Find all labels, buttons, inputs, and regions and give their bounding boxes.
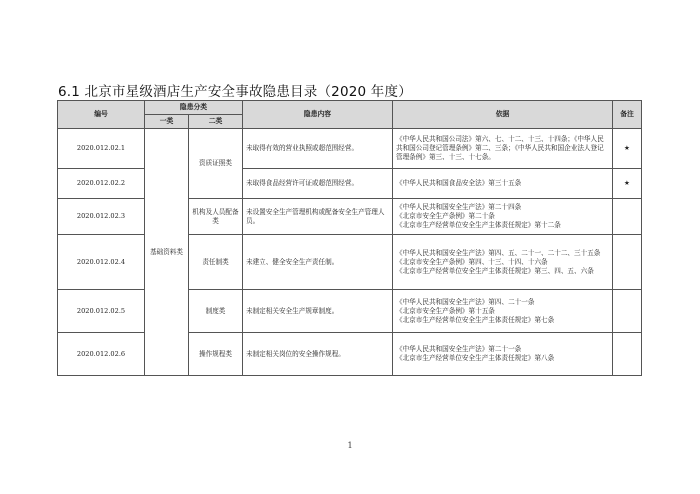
header-level1: 一类 xyxy=(145,115,189,129)
level1-cell: 基础资料类 xyxy=(145,129,189,376)
row-note xyxy=(613,235,642,290)
row-content: 未制定相关岗位的安全操作规程。 xyxy=(243,333,393,376)
hazard-table xyxy=(57,100,642,376)
row-code: 2020.012.02.1 xyxy=(58,129,145,169)
row-content: 未设置安全生产管理机构或配备安全生产管理人员。 xyxy=(243,199,393,235)
basis-line: 《中华人民共和国安全生产法》第二十四条 xyxy=(396,203,522,211)
star-icon: ★ xyxy=(613,169,642,199)
level2-cell: 资质证照类 xyxy=(189,129,243,199)
row-code: 2020.012.02.2 xyxy=(58,169,145,199)
header-code: 编号 xyxy=(58,101,145,129)
basis-line: 《北京市安全生产条例》第二十条 xyxy=(396,212,495,220)
row-basis xyxy=(393,199,613,235)
row-basis xyxy=(393,333,613,376)
row-content: 未取得食品经营许可证或超范围经营。 xyxy=(243,169,393,199)
row-code: 2020.012.02.4 xyxy=(58,235,145,290)
row-content: 未建立、健全安全生产责任制。 xyxy=(243,235,393,290)
header-content: 隐患内容 xyxy=(243,101,393,129)
level2-cell: 责任制类 xyxy=(189,235,243,290)
level2-cell: 机构及人员配备类 xyxy=(189,199,243,235)
row-content: 未取得有效的营业执照或超范围经营。 xyxy=(243,129,393,169)
basis-line: 《北京市安全生产条例》第四、十三、十四、十六条 xyxy=(396,257,548,266)
basis-line: 《中华人民共和国公司法》第六、七、十二、十三、十四条；《中华人民共和国公司登记管理条例》第二、三条；《中华人民共和国企业法人登记管理条例》第三、十三、十七条。 xyxy=(396,135,604,161)
basis-line: 《北京市生产经营单位安全生产主体责任规定》第三、四、五、六条 xyxy=(396,266,594,275)
page-title: 6.1 北京市星级酒店生产安全事故隐患目录（2020 年度） xyxy=(58,84,412,100)
row-note xyxy=(613,290,642,333)
row-content: 未制定相关安全生产规章制度。 xyxy=(243,290,393,333)
basis-line: 《中华人民共和国食品安全法》第三十五条 xyxy=(396,179,522,187)
header-category: 隐患分类 xyxy=(145,101,243,115)
row-basis xyxy=(393,290,613,333)
row-note xyxy=(613,333,642,376)
row-basis xyxy=(393,235,613,290)
header-level2: 二类 xyxy=(189,115,243,129)
basis-line: 《北京市生产经营单位安全生产主体责任规定》第八条 xyxy=(396,354,555,362)
basis-line: 《中华人民共和国安全生产法》第四、五、二十一、二十二、三十五条 xyxy=(396,248,601,257)
star-icon: ★ xyxy=(613,129,642,169)
row-code: 2020.012.02.5 xyxy=(58,290,145,333)
basis-line: 《中华人民共和国安全生产法》第二十一条 xyxy=(396,345,522,353)
table-row xyxy=(58,129,642,169)
row-basis xyxy=(393,129,613,169)
page-number: 1 xyxy=(347,441,353,450)
header-basis: 依据 xyxy=(393,101,613,129)
basis-line: 《中华人民共和国安全生产法》第四、二十一条 xyxy=(396,297,535,306)
basis-line: 《北京市安全生产条例》第十五条 xyxy=(396,306,495,315)
basis-line: 《北京市生产经营单位安全生产主体责任规定》第七条 xyxy=(396,315,555,324)
row-code: 2020.012.02.3 xyxy=(58,199,145,235)
row-code: 2020.012.02.6 xyxy=(58,333,145,376)
row-note xyxy=(613,199,642,235)
row-basis xyxy=(393,169,613,199)
basis-line: 《北京市生产经营单位安全生产主体责任规定》第十二条 xyxy=(396,221,561,229)
level2-cell: 操作规程类 xyxy=(189,333,243,376)
level2-cell: 制度类 xyxy=(189,290,243,333)
header-note: 备注 xyxy=(613,101,642,129)
